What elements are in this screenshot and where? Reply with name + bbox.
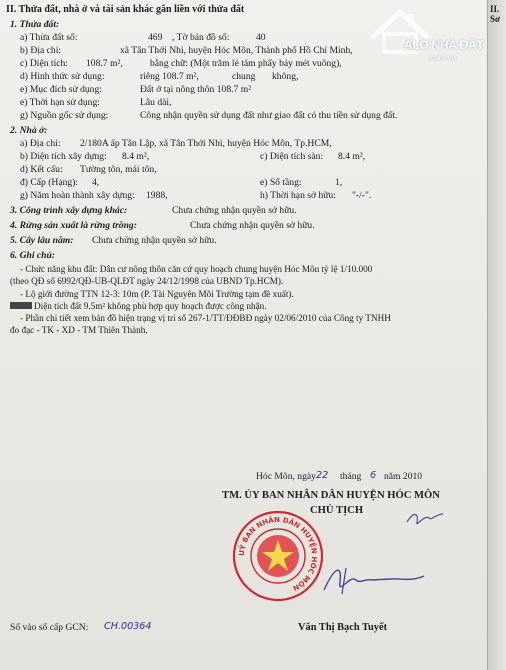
perennial-trees-value: Chưa chứng nhận quyền sở hữu.	[92, 235, 217, 246]
land-address-label: b) Địa chỉ:	[20, 45, 62, 56]
house-heading: 2. Nhà ở:	[10, 125, 48, 136]
note-line: đo đạc - TK - XD - TM Thiên Thành.	[10, 325, 148, 335]
land-area-value: 108.7 m²,	[86, 58, 123, 69]
land-address-value: xã Tân Thới Nhì, huyện Hóc Môn, Thành phố Hồ Chí Minh,	[120, 45, 353, 56]
signer-title: CHỦ TỊCH	[310, 505, 364, 516]
seal-text: UỶ BAN NHÂN DÂN HUYỆN HÓC MÔN	[237, 515, 319, 593]
date-year: năm 2010	[384, 471, 423, 482]
house-grade-label: đ) Cấp (Hạng):	[20, 177, 79, 188]
note-line: (theo QĐ số 6992/QĐ-UB-QLĐT ngày 24/12/1998 của UBND Tp.HCM).	[10, 276, 284, 286]
land-origin-value: Công nhận quyền sử dụng đất như giao đất có thu tiền sử dụng đất.	[140, 110, 398, 121]
land-origin-label: g) Nguồn gốc sử dụng:	[20, 110, 109, 121]
date-prefix: Hóc Môn, ngày	[256, 471, 316, 482]
planted-forest-label: 4. Rừng sản xuất là rừng trồng:	[10, 220, 137, 231]
house-floors-label: e) Số tầng:	[260, 177, 302, 188]
house-year-value: 1988,	[146, 190, 168, 201]
land-map-value: 40	[256, 32, 266, 43]
house-term-label: h) Thời hạn sở hữu:	[260, 190, 336, 201]
land-purpose-label: e) Mục đích sử dụng:	[20, 84, 102, 95]
house-address-label: a) Địa chỉ:	[20, 138, 61, 149]
other-construction-label: 3. Công trình xây dựng khác:	[10, 205, 128, 216]
house-floor-area-label: c) Diện tích sàn:	[260, 151, 324, 162]
house-term-value: "-/-".	[352, 190, 372, 201]
authority-name: TM. ỦY BAN NHÂN DÂN HUYỆN HÓC MÔN	[222, 490, 440, 501]
land-area-words: bằng chữ: (Một trăm lẻ tám phẩy bảy mét vuông),	[150, 58, 342, 69]
house-build-area-label: b) Diện tích xây dựng:	[20, 151, 107, 162]
house-build-area-value: 8.4 m²,	[122, 151, 150, 162]
house-address-value: 2/180A ấp Tân Lập, xã Tân Thới Nhì, huyện Hóc Môn, Tp.HCM,	[80, 138, 332, 149]
land-term-label: e) Thời hạn sử dụng:	[20, 97, 100, 108]
house-floor-area-value: 8.4 m²,	[338, 151, 366, 162]
house-structure-label: d) Kết cấu:	[20, 164, 63, 175]
land-purpose-value: Đất ở tại nông thôn 108.7 m²	[140, 84, 252, 95]
section-title: II. Thửa đất, nhà ở và tài sản khác gắn liền với thửa đất	[6, 4, 245, 15]
note-line: Diện tích đất 9.5m² không phù hợp quy hoạch được công nhận.	[34, 301, 267, 311]
note-line: - Lộ giới đường TTN 12-3: 10m (P. Tài Nguyên Môi Trường tạm đề xuất).	[20, 289, 294, 299]
gcn-value: CH.00364	[104, 621, 152, 632]
notes-heading: 6. Ghi chú:	[10, 250, 56, 261]
next-page-label: II. Sơ	[490, 4, 500, 24]
land-map-label: , Tờ bản đồ số:	[172, 32, 230, 43]
watermark-brand: ALO NHÀ ĐẤT	[404, 38, 484, 52]
date-day: 22	[316, 470, 329, 481]
house-floors-value: 1,	[335, 177, 343, 188]
perennial-trees-label: 5. Cây lâu năm:	[10, 235, 74, 246]
house-grade-value: 4,	[92, 177, 100, 188]
date-month-label: tháng	[340, 471, 362, 482]
initial-signature-icon	[405, 508, 445, 530]
house-year-label: g) Năm hoàn thành xây dựng:	[20, 190, 135, 201]
signer-name: Văn Thị Bạch Tuyết	[298, 622, 388, 633]
official-seal-icon	[232, 510, 324, 602]
note-line: - Chức năng khu đất: Dân cư nông thôn căn cứ quy hoạch chung huyện Hóc Môn tỷ lệ 1/10.000	[20, 264, 373, 274]
watermark-domain: .com.vn	[428, 53, 457, 62]
date-month: 6	[370, 470, 377, 481]
other-construction-value: Chưa chứng nhận quyền sở hữu.	[172, 205, 297, 216]
gcn-label: Số vào sổ cấp GCN:	[10, 622, 89, 633]
land-usage-shared-label: chung	[232, 71, 256, 82]
land-heading: 1. Thửa đất:	[10, 19, 60, 30]
land-usage-shared-value: không,	[272, 71, 299, 82]
note-line: - Phần chi tiết xem bản đồ hiện trạng vị trí số 267-1/TT/ĐĐBĐ ngày 02/06/2010 của Công ty TNHH	[20, 313, 391, 323]
land-parcel-label: a) Thửa đất số:	[20, 32, 78, 43]
land-usage-form-label: d) Hình thức sử dụng:	[20, 71, 105, 82]
land-usage-form-value: riêng 108.7 m²,	[140, 71, 199, 82]
land-parcel-value: 469	[148, 32, 163, 43]
redaction-mark	[10, 302, 32, 309]
land-term-value: Lâu dài,	[140, 97, 172, 108]
next-page-edge	[488, 0, 506, 670]
land-area-label: c) Diện tích:	[20, 58, 68, 69]
house-structure-value: Tường tôn, mái tôn,	[80, 164, 157, 175]
planted-forest-value: Chưa chứng nhận quyền sở hữu.	[190, 220, 315, 231]
signature-icon	[320, 560, 430, 600]
